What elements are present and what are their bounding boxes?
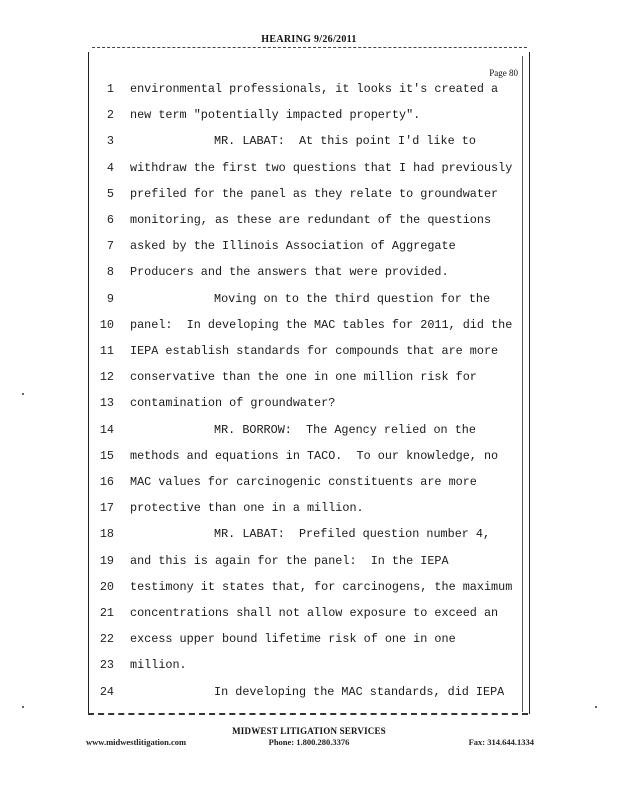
footer-company: MIDWEST LITIGATION SERVICES xyxy=(232,726,386,736)
line-number: 23 xyxy=(99,658,114,673)
line-text: Moving on to the third question for the xyxy=(214,291,491,306)
scan-speck xyxy=(22,706,24,708)
line-text: excess upper bound lifetime risk of one in one xyxy=(130,632,456,647)
transcript-line xyxy=(92,578,522,596)
line-number: 12 xyxy=(99,370,114,385)
transcript-line xyxy=(92,159,522,177)
transcript-line xyxy=(92,316,522,334)
line-text: concentrations shall not allow exposure to exceed an xyxy=(130,606,499,620)
line-number: 3 xyxy=(106,134,114,149)
line-number: 6 xyxy=(106,213,114,227)
transcript-line xyxy=(92,211,522,229)
line-number: 4 xyxy=(106,160,114,175)
transcript-line xyxy=(92,290,522,308)
transcript-line xyxy=(92,552,522,570)
transcript-line xyxy=(92,630,522,648)
line-number: 22 xyxy=(99,632,114,647)
line-number: 21 xyxy=(99,606,114,620)
transcript-line xyxy=(92,421,522,439)
line-text: panel: In developing the MAC tables for 2011, did the xyxy=(130,317,513,332)
line-number: 18 xyxy=(99,527,114,542)
line-number: 9 xyxy=(106,291,114,306)
line-text: conservative than the one in one million risk for xyxy=(130,370,477,385)
line-number: 15 xyxy=(99,448,114,463)
line-text: and this is again for the panel: In the IEPA xyxy=(130,553,449,568)
line-text: Producers and the answers that were provided. xyxy=(130,265,449,280)
page-number: Page 80 xyxy=(489,68,518,78)
line-text: environmental professionals, it looks it's created a xyxy=(130,82,499,96)
line-text: MR. LABAT: At this point I'd like to xyxy=(214,134,476,149)
footer-phone: Phone: 1.800.280.3376 xyxy=(268,737,350,747)
line-number: 1 xyxy=(106,82,114,96)
page-header-title: HEARING 9/26/2011 xyxy=(261,34,357,45)
line-number: 13 xyxy=(99,396,114,411)
transcript-line xyxy=(92,683,522,701)
line-text: new term "potentially impacted property". xyxy=(130,108,421,123)
scan-speck xyxy=(595,706,597,708)
line-text: In developing the MAC standards, did IEPA xyxy=(214,684,505,699)
line-text: methods and equations in TACO. To our knowledge, no xyxy=(130,448,499,463)
line-text: million. xyxy=(130,658,187,673)
transcript-line xyxy=(92,368,522,386)
line-number: 19 xyxy=(99,553,114,568)
transcript-line xyxy=(92,447,522,465)
line-number: 11 xyxy=(99,344,114,358)
transcript-line xyxy=(92,473,522,491)
scan-speck xyxy=(22,393,24,395)
line-text: monitoring, as these are redundant of the questions xyxy=(130,213,492,227)
line-text: protective than one in a million. xyxy=(130,501,364,516)
bottom-divider xyxy=(88,713,528,715)
line-text: MR. LABAT: Prefiled question number 4, xyxy=(214,527,491,542)
transcript-line xyxy=(92,237,522,255)
line-text: IEPA establish standards for compounds that are more xyxy=(130,344,499,358)
frame-inner-border xyxy=(522,56,523,712)
line-number: 10 xyxy=(99,317,114,332)
line-text: contamination of groundwater? xyxy=(130,396,336,411)
transcript-line xyxy=(92,80,522,98)
line-number: 7 xyxy=(106,239,114,254)
line-number: 24 xyxy=(99,684,114,699)
line-text: MR. BORROW: The Agency relied on the xyxy=(214,422,476,437)
transcript-line xyxy=(92,499,522,517)
transcript-line xyxy=(92,185,522,203)
transcript-line xyxy=(92,342,522,360)
line-number: 8 xyxy=(106,265,114,280)
line-number: 20 xyxy=(99,579,114,594)
transcript-line xyxy=(92,132,522,150)
transcript-line xyxy=(92,604,522,622)
line-number: 16 xyxy=(99,475,114,489)
footer-website: www.midwestlitigation.com xyxy=(86,737,187,747)
line-number: 17 xyxy=(99,501,114,516)
transcript-line xyxy=(92,106,522,124)
transcript-line xyxy=(92,525,522,543)
transcript-line xyxy=(92,263,522,281)
line-text: MAC values for carcinogenic constituents are more xyxy=(130,475,477,489)
transcript-line xyxy=(92,394,522,412)
line-text: asked by the Illinois Association of Aggregate xyxy=(130,239,456,254)
transcript-line xyxy=(92,656,522,674)
top-divider xyxy=(92,47,527,48)
line-text: testimony it states that, for carcinogens, the maximum xyxy=(130,579,513,594)
line-number: 14 xyxy=(99,422,114,437)
footer-fax: Fax: 314.644.1334 xyxy=(468,737,534,747)
line-text: withdraw the first two questions that I had previously xyxy=(130,160,513,175)
line-number: 2 xyxy=(106,108,114,123)
line-text: prefiled for the panel as they relate to groundwater xyxy=(130,186,499,201)
line-number: 5 xyxy=(106,186,114,201)
